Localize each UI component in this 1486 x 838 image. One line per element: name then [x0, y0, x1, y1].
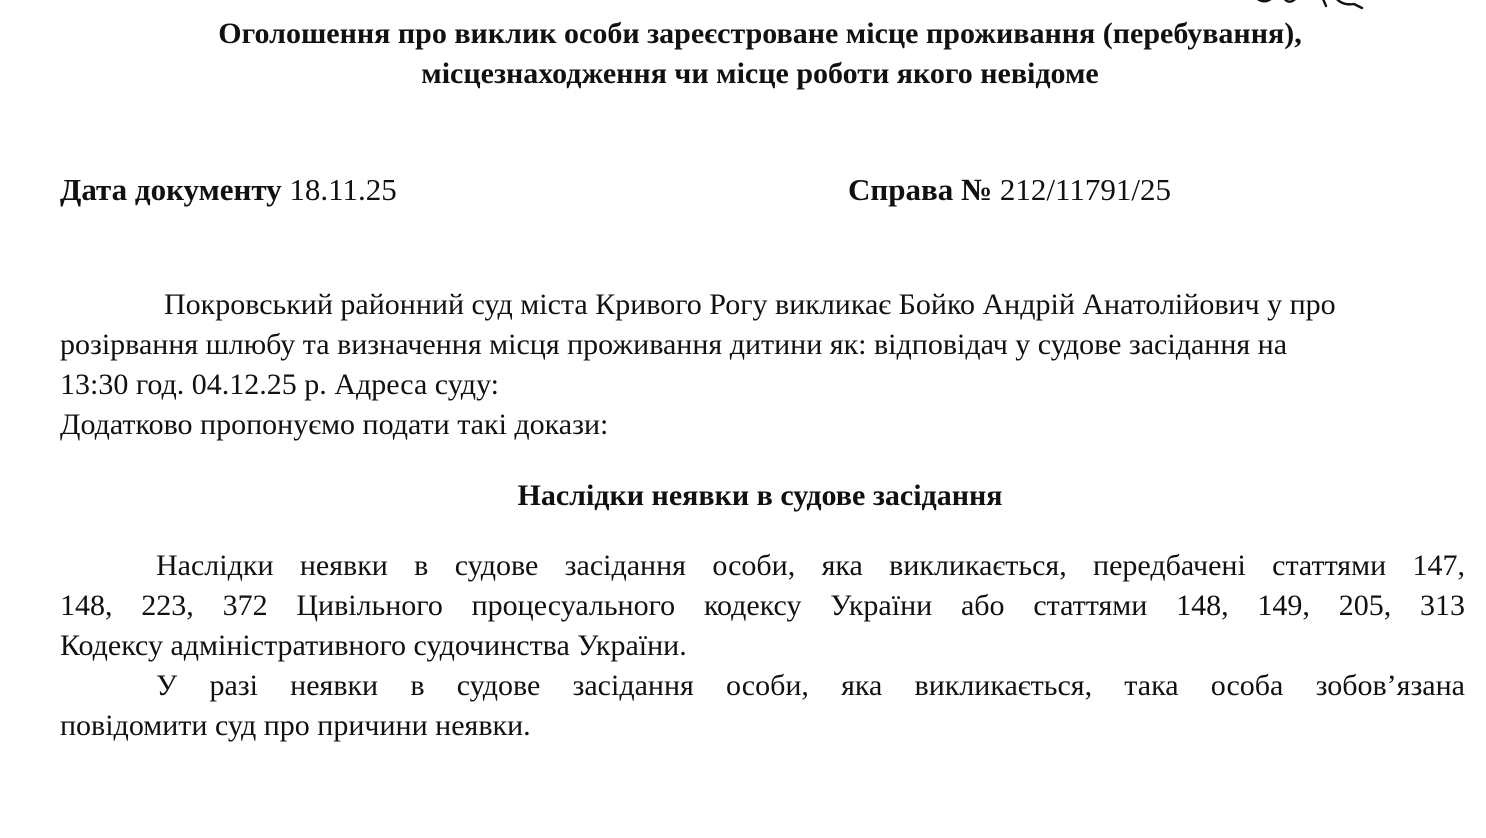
consequences-line: Кодексу адміністративного судочинства України.	[60, 629, 687, 662]
summons-line: 13:30 год. 04.12.25 р. Адреса суду:	[60, 368, 500, 401]
document-date-label: Дата документу	[60, 172, 282, 207]
document-date	[60, 170, 397, 210]
document-date-value: 18.11.25	[289, 172, 397, 207]
consequences-paragraph	[60, 546, 1465, 746]
document-title-line-2: місцезнаходження чи місце роботи якого невідоме	[421, 57, 1099, 90]
summons-paragraph	[60, 285, 1465, 445]
case-number	[848, 170, 1171, 210]
summons-line: розірвання шлюбу та визначення місця проживання дитини як: відповідач у судове засідання на	[60, 328, 1288, 361]
summons-line: Покровський районний суд міста Кривого Рогу викликає Бойко Андрій Анатолійович у про	[164, 288, 1336, 321]
case-number-label: Справа №	[848, 172, 993, 207]
consequences-line: Наслідки неявки в судове засідання особи, яка викликається, передбачені статтями 147,	[156, 549, 1465, 582]
consequences-line: повідомити суд про причини неявки.	[60, 709, 531, 742]
document-title-line-1: Оголошення про виклик особи зареєстроване місце проживання (перебування),	[218, 17, 1302, 50]
consequences-line: 148, 223, 372 Цивільного процесуального кодексу України або статтями 148, 149, 205, 313	[60, 589, 1465, 622]
consequences-line: У разі неявки в судове засідання особи, яка викликається, така особа зобов’язана	[156, 669, 1465, 702]
case-number-value: 212/11791/25	[999, 172, 1171, 207]
evidence-request-line: Додатково пропонуємо подати такі докази:	[60, 408, 609, 441]
consequences-heading: Наслідки неявки в судове засідання	[517, 479, 1003, 512]
